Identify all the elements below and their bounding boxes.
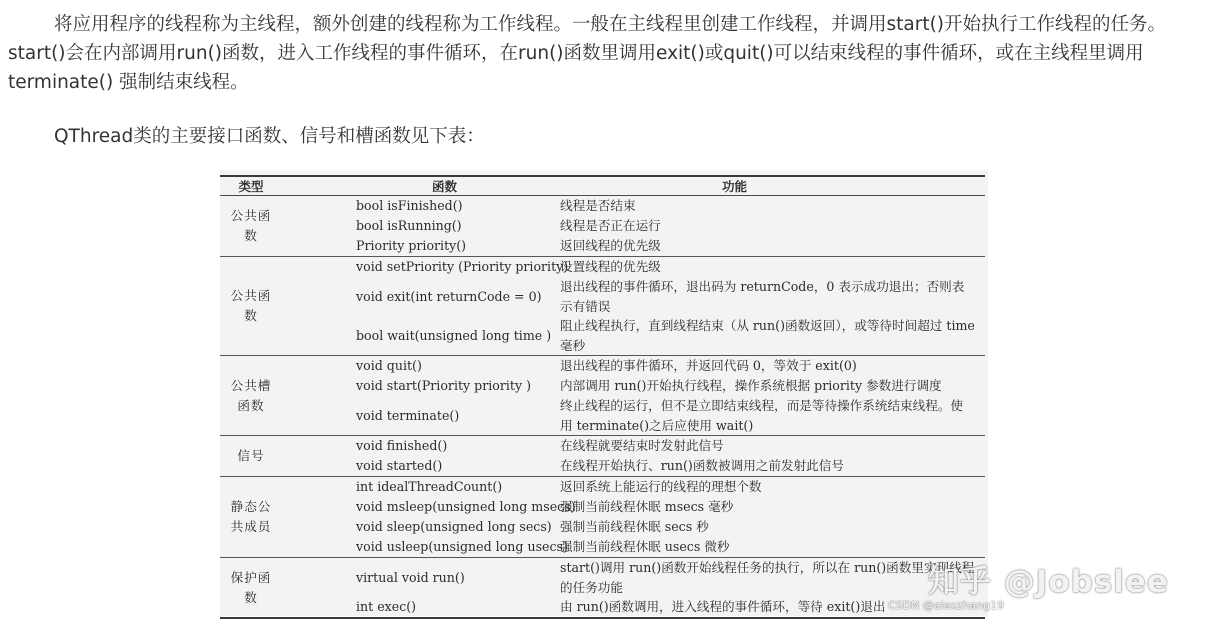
table-row bbox=[220, 277, 985, 316]
table-row bbox=[220, 376, 985, 396]
description-cell: 阻止线程执行，直到线程结束（从 run()函数返回），或等待时间超过 time 毫秒 bbox=[547, 316, 985, 356]
function-cell: bool isRunning() bbox=[356, 218, 462, 233]
table-row bbox=[220, 216, 985, 236]
category-cell: 公共函数 bbox=[220, 196, 282, 257]
function-cell: void started() bbox=[282, 456, 547, 477]
header-function: 函数 bbox=[282, 176, 547, 196]
description-cell: 线程是否结束 bbox=[560, 198, 636, 214]
qthread-table-image bbox=[220, 170, 988, 616]
function-cell: void sleep(unsigned long secs) bbox=[356, 519, 552, 534]
function-cell: void terminate() bbox=[282, 396, 547, 436]
function-cell: void setPriority (Priority priority) bbox=[356, 259, 569, 274]
intro-paragraph: 将应用程序的线程称为主线程，额外创建的线程称为工作线程。一般在主线程里创建工作线程，并调用start()开始执行工作线程的任务。start()会在内部调用run()函数，进入工作线程的事件循环，在run()函数里调用exit()或quit()可以结束线程的事件循环，或在主线程里调用terminate() 强制结束线程。 bbox=[8, 14, 1167, 93]
header-type: 类型 bbox=[220, 176, 282, 196]
category-cell: 公共槽函数 bbox=[220, 356, 282, 436]
function-cell: void usleep(unsigned long usecs) bbox=[282, 537, 547, 558]
description-cell: 退出线程的事件循环，退出码为 returnCode，0 表示成功退出；否则表示有错误 bbox=[560, 279, 965, 314]
category-cell: 静态公共成员 bbox=[220, 477, 282, 558]
function-cell: void finished() bbox=[356, 438, 448, 453]
description-cell: 由 run()函数调用，进入线程的事件循环，等待 exit()退出 bbox=[547, 597, 985, 618]
group-public-slots bbox=[220, 356, 985, 436]
description-cell: 内部调用 run()开始执行线程，操作系统根据 priority 参数进行调度 bbox=[560, 378, 942, 394]
category-cell: 保护函数 bbox=[220, 558, 282, 619]
description-cell: 在线程开始执行、run()函数被调用之前发射此信号 bbox=[547, 456, 985, 477]
description-cell: start()调用 run()函数开始线程任务的执行，所以在 run()函数里实现线程的任务功能 bbox=[560, 560, 975, 595]
group-static-members bbox=[220, 477, 985, 558]
table-row bbox=[220, 477, 985, 498]
table-row bbox=[220, 436, 985, 457]
function-cell: bool isFinished() bbox=[356, 198, 463, 213]
description-cell: 强制当前线程休眠 usecs 微秒 bbox=[547, 537, 985, 558]
description-cell: 强制当前线程休眠 msecs 毫秒 bbox=[560, 499, 734, 515]
table-row bbox=[220, 597, 985, 618]
zhihu-watermark: 知乎 @Jobslee bbox=[928, 564, 1169, 600]
table-row bbox=[220, 236, 985, 257]
function-cell: void exit(int returnCode = 0) bbox=[356, 288, 542, 304]
header-feature: 功能 bbox=[547, 176, 985, 196]
table-row bbox=[220, 257, 985, 278]
description-cell: 在线程就要结束时发射此信号 bbox=[560, 438, 724, 454]
table-row bbox=[220, 396, 985, 436]
group-public-functions-1 bbox=[220, 196, 985, 257]
description-cell: 强制当前线程休眠 secs 秒 bbox=[560, 519, 709, 535]
table-row bbox=[220, 316, 985, 356]
table-row bbox=[220, 517, 985, 537]
description-cell: 退出线程的事件循环，并返回代码 0，等效于 exit(0) bbox=[560, 358, 857, 374]
csdn-watermark: CSDN @alexzhang19 bbox=[888, 599, 1005, 612]
qthread-api-table bbox=[220, 175, 985, 619]
description-cell: 线程是否正在运行 bbox=[560, 218, 661, 234]
group-signals bbox=[220, 436, 985, 477]
table-row bbox=[220, 356, 985, 377]
function-cell: void quit() bbox=[356, 358, 422, 373]
function-cell: int idealThreadCount() bbox=[356, 479, 503, 494]
function-cell: virtual void run() bbox=[356, 569, 465, 585]
function-cell: int exec() bbox=[282, 597, 547, 618]
group-public-functions-2 bbox=[220, 257, 985, 356]
description-cell: 返回系统上能运行的线程的理想个数 bbox=[560, 479, 762, 495]
function-cell: Priority priority() bbox=[282, 236, 547, 257]
function-cell: bool wait(unsigned long time ) bbox=[282, 316, 547, 356]
function-cell: void msleep(unsigned long msecs) bbox=[356, 499, 576, 514]
function-cell: void start(Priority priority ) bbox=[356, 378, 531, 393]
table-row bbox=[220, 497, 985, 517]
category-cell: 公共函数 bbox=[220, 257, 282, 356]
group-protected-functions bbox=[220, 558, 985, 619]
table-row bbox=[220, 558, 985, 598]
table-header-row bbox=[220, 176, 985, 196]
table-row bbox=[220, 537, 985, 558]
category-cell: 信号 bbox=[220, 436, 282, 477]
table-row bbox=[220, 196, 985, 217]
description-cell: 终止线程的运行，但不是立即结束线程，而是等待操作系统结束线程。使用 terminate()之后应使用 wait() bbox=[547, 396, 985, 436]
table-caption: QThread类的主要接口函数、信号和槽函数见下表： bbox=[54, 126, 485, 147]
description-cell: 返回线程的优先级 bbox=[547, 236, 985, 257]
description-cell: 设置线程的优先级 bbox=[560, 259, 661, 275]
table-row bbox=[220, 456, 985, 477]
